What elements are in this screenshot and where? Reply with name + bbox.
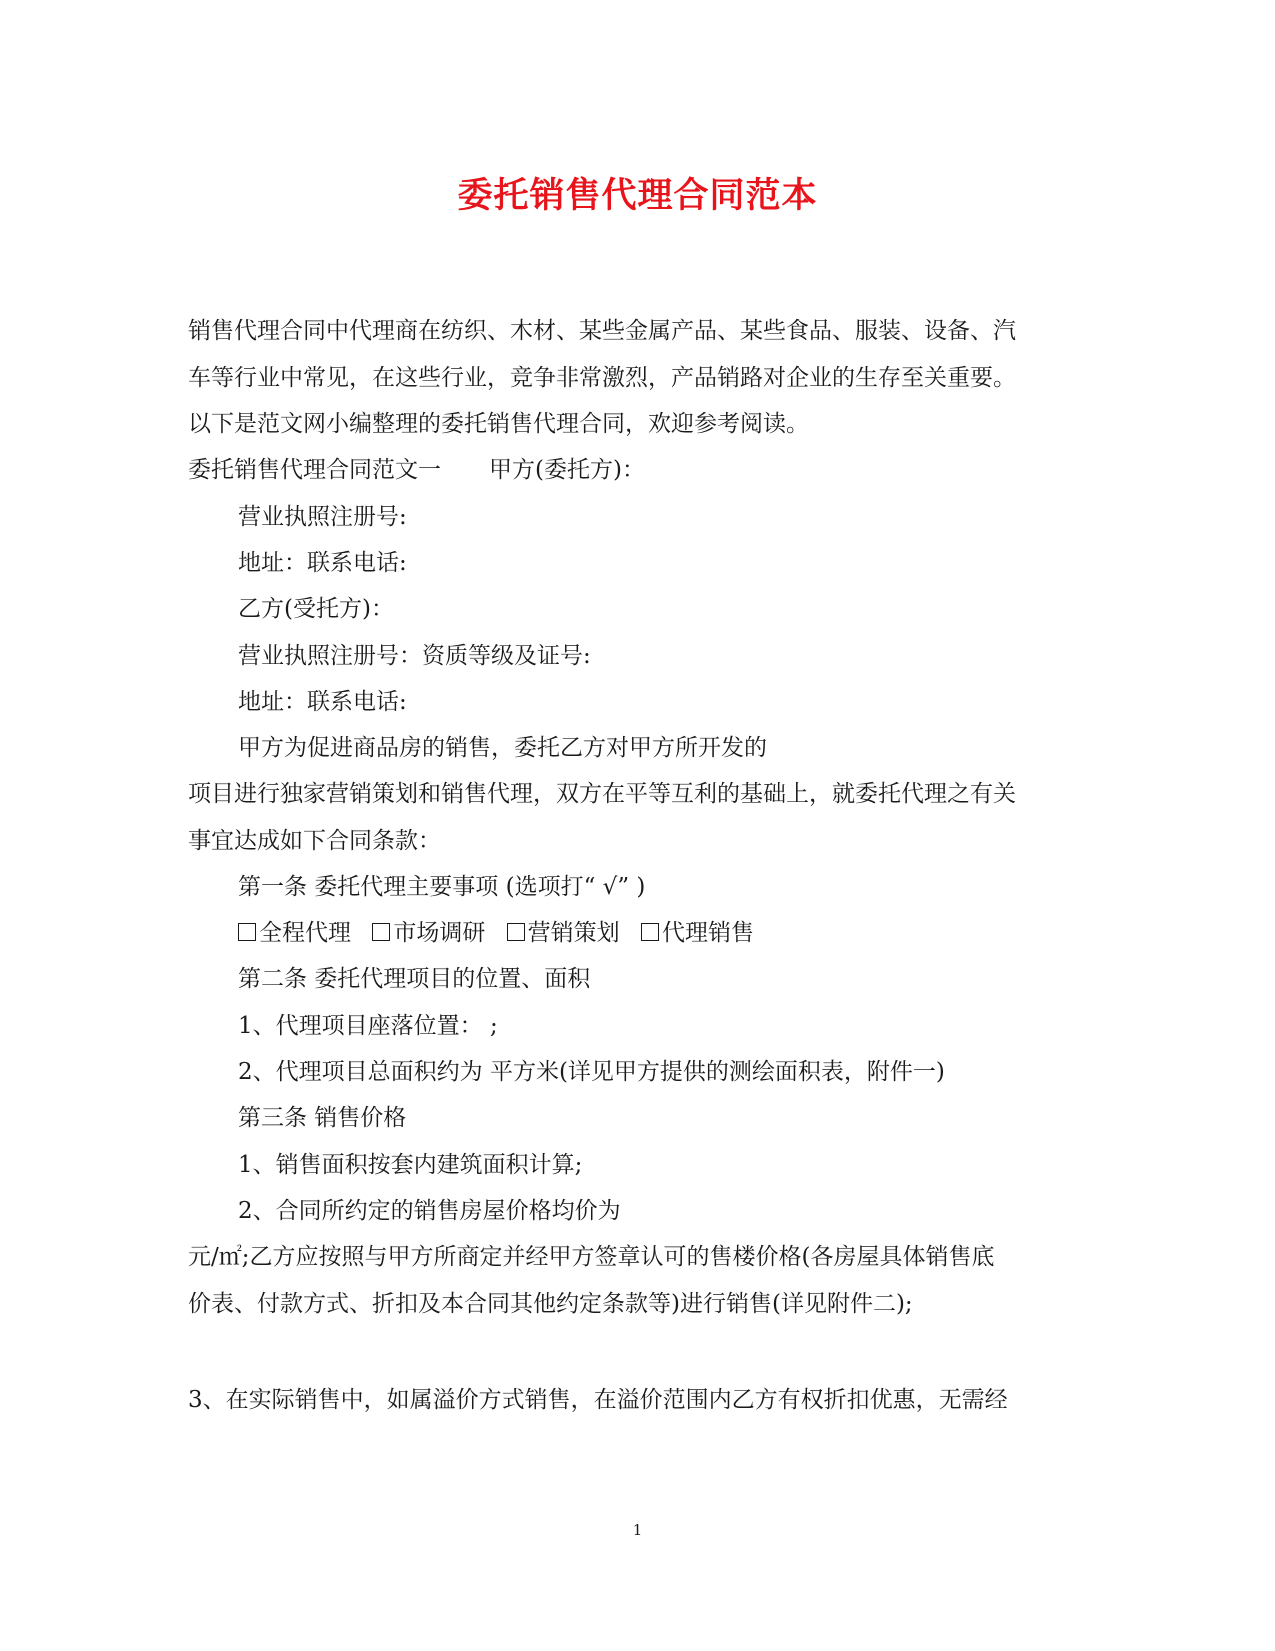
option-full-agency[interactable]: 全程代理 [238,918,351,948]
article-line: 2、代理项目总面积约为 平方米(详见甲方提供的测绘面积表，附件一) [238,1059,945,1085]
option-market-research[interactable]: 市场调研 [372,918,485,948]
article-line: 1、代理项目座落位置： ; [238,1013,498,1039]
article-line: 2、合同所约定的销售房屋价格均价为 [238,1198,621,1224]
document-title: 委托销售代理合同范本 [457,176,818,216]
heading-line [188,455,645,485]
article-1-heading: 第一条 委托代理主要事项 (选项打“ √” ) [238,874,646,900]
options-row [238,918,768,948]
checkbox-icon [238,923,256,941]
party-line: 地址：联系电话: [238,689,407,715]
contract-sample-heading: 委托销售代理合同范文一 [188,457,441,483]
party-line: 乙方(受托方)： [238,596,394,622]
party-a-label: 甲方(委托方)： [489,457,645,483]
last-line: 3、在实际销售中，如属溢价方式销售，在溢价范围内乙方有权折扣优惠，无需经 [188,1387,1008,1413]
article-line: 第二条 委托代理项目的位置、面积 [238,966,591,992]
party-line: 营业执照注册号: [238,504,407,530]
party-line: 地址：联系电话: [238,550,407,576]
page-number: 1 [632,1521,643,1539]
checkbox-icon [372,923,390,941]
party-line: 甲方为促进商品房的销售，委托乙方对甲方所开发的 [238,735,767,761]
article-line: 1、销售面积按套内建筑面积计算; [238,1152,583,1178]
article-line: 第三条 销售价格 [238,1105,407,1131]
option-agency-sales[interactable]: 代理销售 [641,918,754,948]
continuation-line: 事宜达成如下合同条款： [188,828,441,854]
price-line: 元/㎡;乙方应按照与甲方所商定并经甲方签章认可的售楼价格(各房屋具体销售底 [188,1244,995,1270]
party-line: 营业执照注册号：资质等级及证号: [238,643,591,669]
checkbox-icon [507,923,525,941]
intro-line: 车等行业中常见，在这些行业，竞争非常激烈，产品销路对企业的生存至关重要。 [188,365,1016,391]
intro-line: 以下是范文网小编整理的委托销售代理合同，欢迎参考阅读。 [188,411,809,437]
checkbox-icon [641,923,659,941]
price-line: 价表、付款方式、折扣及本合同其他约定条款等)进行销售(详见附件二); [188,1291,913,1317]
intro-line: 销售代理合同中代理商在纺织、木材、某些金属产品、某些食品、服装、设备、汽 [188,318,1016,344]
option-marketing-planning[interactable]: 营销策划 [507,918,620,948]
continuation-line: 项目进行独家营销策划和销售代理，双方在平等互利的基础上，就委托代理之有关 [188,781,1016,807]
